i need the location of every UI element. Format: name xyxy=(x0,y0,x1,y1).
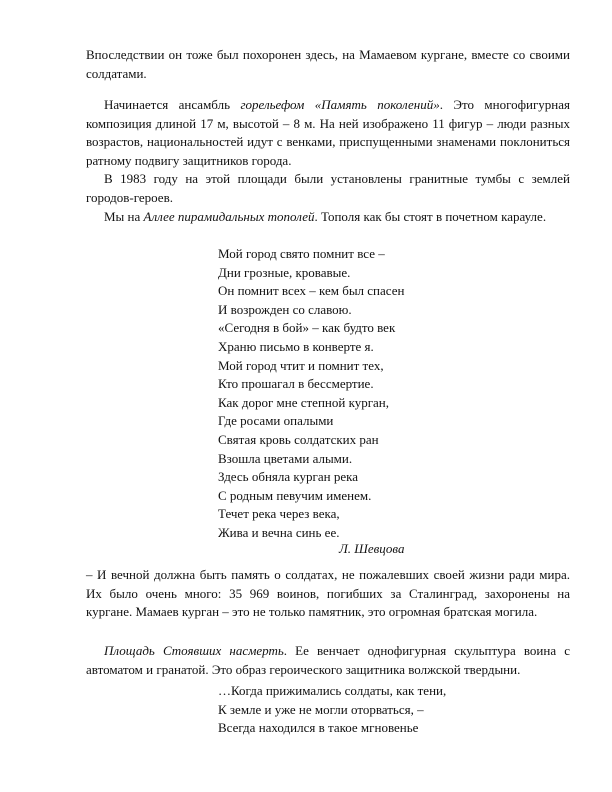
poem-line: Святая кровь солдатских ран xyxy=(218,431,379,447)
poem-line: Здесь обняла курган река xyxy=(218,469,359,485)
poem-line: «Сегодня в бой» – как будто век xyxy=(218,320,396,336)
paragraph-relief xyxy=(86,96,570,170)
poem-author: Л. Шевцова xyxy=(339,541,405,556)
paragraph-poplar-alley xyxy=(86,208,570,227)
poem-line: Мой город чтит и помнит тех, xyxy=(218,357,384,373)
paragraph-relief-lead: Начинается ансамбль xyxy=(104,97,241,112)
alley-name: Аллее пирамидальных тополей xyxy=(143,209,315,224)
paragraph-square-body: . Ее венчает однофигурная скульптура воина с автоматом и гранатой. Это образ героического защитника волжской твердыни. xyxy=(86,643,570,677)
poem-line: Он помнит всех – кем был спасен xyxy=(218,283,405,299)
poem-line: Мой город свято помнит все – xyxy=(218,246,385,261)
poem-line: Храню письмо в конверте я. xyxy=(218,338,374,354)
poem-line: Течет река через века, xyxy=(218,506,340,522)
square-name: Площадь Стоявших насмерть xyxy=(104,643,284,658)
paragraph-poplar-body: . Тополя как бы стоят в почетном карауле. xyxy=(314,209,547,224)
paragraph-poplar-lead: Мы на xyxy=(104,209,144,224)
poem-line: К земле и уже не могли оторваться, – xyxy=(218,701,424,717)
poem-line: Взошла цветами алыми. xyxy=(218,450,353,466)
poem-line: Кто прошагал в бессмертие. xyxy=(218,376,374,392)
paragraph-hero-cities xyxy=(86,170,570,207)
paragraph-memory-text: – И вечной должна быть память о солдатах, не пожалевших своей жизни ради мира. Их было очень много: 35 969 воинов, погибших за Сталинград, захоронены на кургане. Мамаев курган – это не только памятник, это огромная братская могила. xyxy=(86,567,570,620)
paragraph-relief-body: . Это многофигурная композиция длиной 17 м, высотой – 8 м. На ней изображено 11 фигур – люди разных возрастов, национальностей идут с венками, приспущенными знаменами поклониться ратному подвигу защитников города. xyxy=(86,97,571,168)
poem-line: …Когда прижимались солдаты, как тени, xyxy=(218,683,447,698)
poem-line: С родным певучим именем. xyxy=(218,487,372,503)
poem-line: И возрожден со славою. xyxy=(218,301,352,317)
poem-line: Всегда находился в такое мгновенье xyxy=(218,720,419,736)
poem-line: Где росами опалыми xyxy=(218,413,334,429)
poem-my-city xyxy=(218,245,548,543)
paragraph-memory xyxy=(86,566,570,622)
poem-line: Как дорог мне степной курган, xyxy=(218,394,390,410)
poem-line: Дни грозные, кровавые. xyxy=(218,264,351,280)
poem-soldiers xyxy=(218,682,548,738)
paragraph-burial xyxy=(86,46,570,83)
paragraph-square xyxy=(86,642,570,679)
paragraph-hero-cities-text: В 1983 году на этой площади были установлены гранитные тумбы с землей городов-героев. xyxy=(86,171,570,205)
paragraph-burial-text: Впоследствии он тоже был похоронен здесь, на Мамаевом кургане, вместе со своими солдатами. xyxy=(86,47,570,81)
poem-line: Жива и вечна синь ее. xyxy=(218,524,340,540)
relief-name: горельефом «Память поколений» xyxy=(240,97,440,112)
